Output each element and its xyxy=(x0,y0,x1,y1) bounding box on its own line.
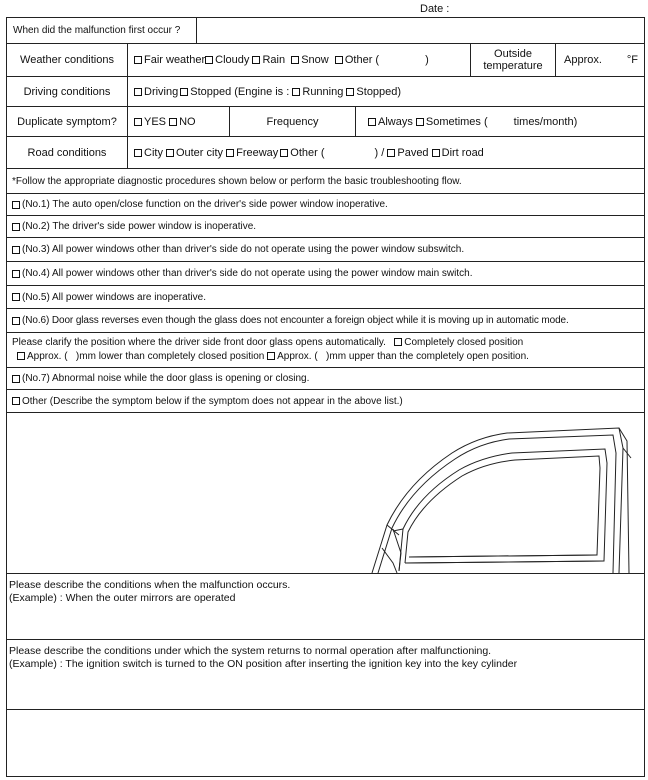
clarify-row xyxy=(7,333,644,368)
frequency-label: Frequency xyxy=(230,107,356,136)
approx-label: Approx. xyxy=(564,54,602,66)
yes-label: YES xyxy=(144,115,167,128)
mm-lower-label: )mm lower than completely closed position xyxy=(75,351,265,362)
no-label: NO xyxy=(179,115,196,128)
approx-upper-label: Approx. ( xyxy=(277,351,318,362)
cloudy-label: Cloudy xyxy=(215,54,250,66)
city-checkbox[interactable] xyxy=(134,149,142,157)
weather-options xyxy=(128,44,471,76)
times-month-label: times/month) xyxy=(513,115,578,128)
driving-checkbox[interactable] xyxy=(134,88,142,96)
approx-temp-field[interactable] xyxy=(556,44,644,76)
always-checkbox[interactable] xyxy=(368,118,376,126)
sometimes-label: Sometimes ( xyxy=(425,115,488,128)
procedure-note: *Follow the appropriate diagnostic procedures shown below or perform the basic troubleshooting flow. xyxy=(12,175,462,187)
symptom-2-text: (No.2) The driver's side power window is inoperative. xyxy=(22,221,257,232)
symptom-1-checkbox[interactable] xyxy=(12,201,20,209)
dirt-road-label: Dirt road xyxy=(441,146,484,159)
symptom-4-checkbox[interactable] xyxy=(12,270,20,278)
freeway-checkbox[interactable] xyxy=(226,149,234,157)
fair-weather-label: Fair weather xyxy=(144,54,206,66)
symptom-6-checkbox[interactable] xyxy=(12,317,20,325)
completely-closed-checkbox[interactable] xyxy=(394,338,402,346)
fahrenheit-unit: °F xyxy=(626,54,638,66)
road-slash: ) / xyxy=(374,146,385,159)
describe-occurrence-prompt: Please describe the conditions when the malfunction occurs. xyxy=(9,579,291,591)
no-checkbox[interactable] xyxy=(169,118,177,126)
symptom-row-2 xyxy=(7,216,644,238)
stopped-checkbox[interactable] xyxy=(180,88,188,96)
symptom-row-5 xyxy=(7,286,644,309)
first-occur-field[interactable] xyxy=(197,18,644,43)
describe-occurrence-row[interactable] xyxy=(7,574,644,640)
describe-recovery-prompt: Please describe the conditions under which the system returns to normal operation after malfunctioning. xyxy=(9,645,492,657)
always-label: Always xyxy=(378,115,413,128)
other-weather-label: Other ( xyxy=(344,54,380,66)
driving-opt-label: Driving xyxy=(144,85,179,98)
fair-weather-checkbox[interactable] xyxy=(134,56,142,64)
road-options xyxy=(128,137,644,168)
yes-no-options xyxy=(128,107,230,136)
paved-checkbox[interactable] xyxy=(387,149,395,157)
snow-checkbox[interactable] xyxy=(291,56,299,64)
symptom-row-1 xyxy=(7,194,644,216)
driving-label: Driving conditions xyxy=(7,77,128,106)
symptom-7-text: (No.7) Abnormal noise while the door glass is opening or closing. xyxy=(22,373,310,384)
date-label: Date : xyxy=(420,3,450,15)
mm-upper-label: )mm upper than the completely open position. xyxy=(326,351,529,362)
dirt-road-checkbox[interactable] xyxy=(432,149,440,157)
frequency-options xyxy=(356,107,644,136)
outside-temp-label: Outside temperature xyxy=(471,44,556,76)
symptom-3-checkbox[interactable] xyxy=(12,246,20,254)
symptom-row-7 xyxy=(7,368,644,390)
city-label: City xyxy=(144,146,163,159)
diagnosis-form xyxy=(6,17,645,777)
symptom-5-checkbox[interactable] xyxy=(12,293,20,301)
outer-city-label: Outer city xyxy=(175,146,224,159)
running-checkbox[interactable] xyxy=(292,88,300,96)
rain-checkbox[interactable] xyxy=(252,56,260,64)
other-road-checkbox[interactable] xyxy=(280,149,288,157)
weather-label: Weather conditions xyxy=(7,44,128,76)
first-occur-row xyxy=(7,18,644,44)
symptom-row-6 xyxy=(7,309,644,333)
running-opt-label: Running xyxy=(302,85,344,98)
symptom-7-checkbox[interactable] xyxy=(12,375,20,383)
driving-row xyxy=(7,77,644,107)
symptom-6-text: (No.6) Door glass reverses even though the glass does not encounter a foreign object while it is moving up in automatic mode. xyxy=(22,315,569,326)
symptom-3-text: (No.3) All power windows other than driver's side do not operate using the power window subswitch. xyxy=(22,244,465,255)
clarify-text: Please clarify the position where the driver side front door glass opens automatically. xyxy=(12,337,386,348)
snow-label: Snow xyxy=(301,54,329,66)
drawing-area[interactable] xyxy=(7,413,644,574)
engine-stopped-checkbox[interactable] xyxy=(346,88,354,96)
describe-recovery-row[interactable] xyxy=(7,640,644,710)
symptom-5-text: (No.5) All power windows are inoperative. xyxy=(22,291,206,303)
symptom-row-3 xyxy=(7,238,644,262)
other-weather-checkbox[interactable] xyxy=(335,56,343,64)
driving-options xyxy=(128,77,644,106)
note-row xyxy=(7,169,644,194)
other-symptom-checkbox[interactable] xyxy=(12,397,20,405)
first-occur-label: When did the malfunction first occur ? xyxy=(7,18,197,43)
completely-closed-label: Completely closed position xyxy=(404,337,524,348)
other-symptom-text: Other (Describe the symptom below if the symptom does not appear in the above list.) xyxy=(22,395,403,407)
other-symptom-row xyxy=(7,390,644,413)
approx-lower-label: Approx. ( xyxy=(27,351,68,362)
duplicate-label: Duplicate symptom? xyxy=(7,107,128,136)
other-road-label: Other ( xyxy=(290,146,325,159)
stopped-opt-label: Stopped (Engine is : xyxy=(190,85,290,98)
symptom-2-checkbox[interactable] xyxy=(12,223,20,231)
approx-lower-checkbox[interactable] xyxy=(17,352,25,360)
describe-recovery-example: (Example) : The ignition switch is turned to the ON position after inserting the ignition key into the key cylinder xyxy=(9,658,518,670)
duplicate-row xyxy=(7,107,644,137)
road-label: Road conditions xyxy=(7,137,128,168)
door-illustration xyxy=(7,413,646,574)
engine-stopped-label: Stopped) xyxy=(356,85,402,98)
symptom-row-4 xyxy=(7,262,644,286)
rain-label: Rain xyxy=(262,54,286,66)
cloudy-checkbox[interactable] xyxy=(205,56,213,64)
freeway-label: Freeway xyxy=(236,146,279,159)
approx-upper-checkbox[interactable] xyxy=(267,352,275,360)
road-row xyxy=(7,137,644,169)
weather-row xyxy=(7,44,644,77)
symptom-1-text: (No.1) The auto open/close function on the driver's side power window inoperative. xyxy=(22,199,388,210)
symptom-4-text: (No.4) All power windows other than driver's side do not operate using the power window main switch. xyxy=(22,268,473,279)
paved-label: Paved xyxy=(397,146,429,159)
yes-checkbox[interactable] xyxy=(134,118,142,126)
other-weather-close: ) xyxy=(425,54,429,66)
blank-notes-area[interactable] xyxy=(7,710,644,776)
sometimes-checkbox[interactable] xyxy=(416,118,424,126)
describe-occurrence-example: (Example) : When the outer mirrors are operated xyxy=(9,592,236,604)
outer-city-checkbox[interactable] xyxy=(166,149,174,157)
